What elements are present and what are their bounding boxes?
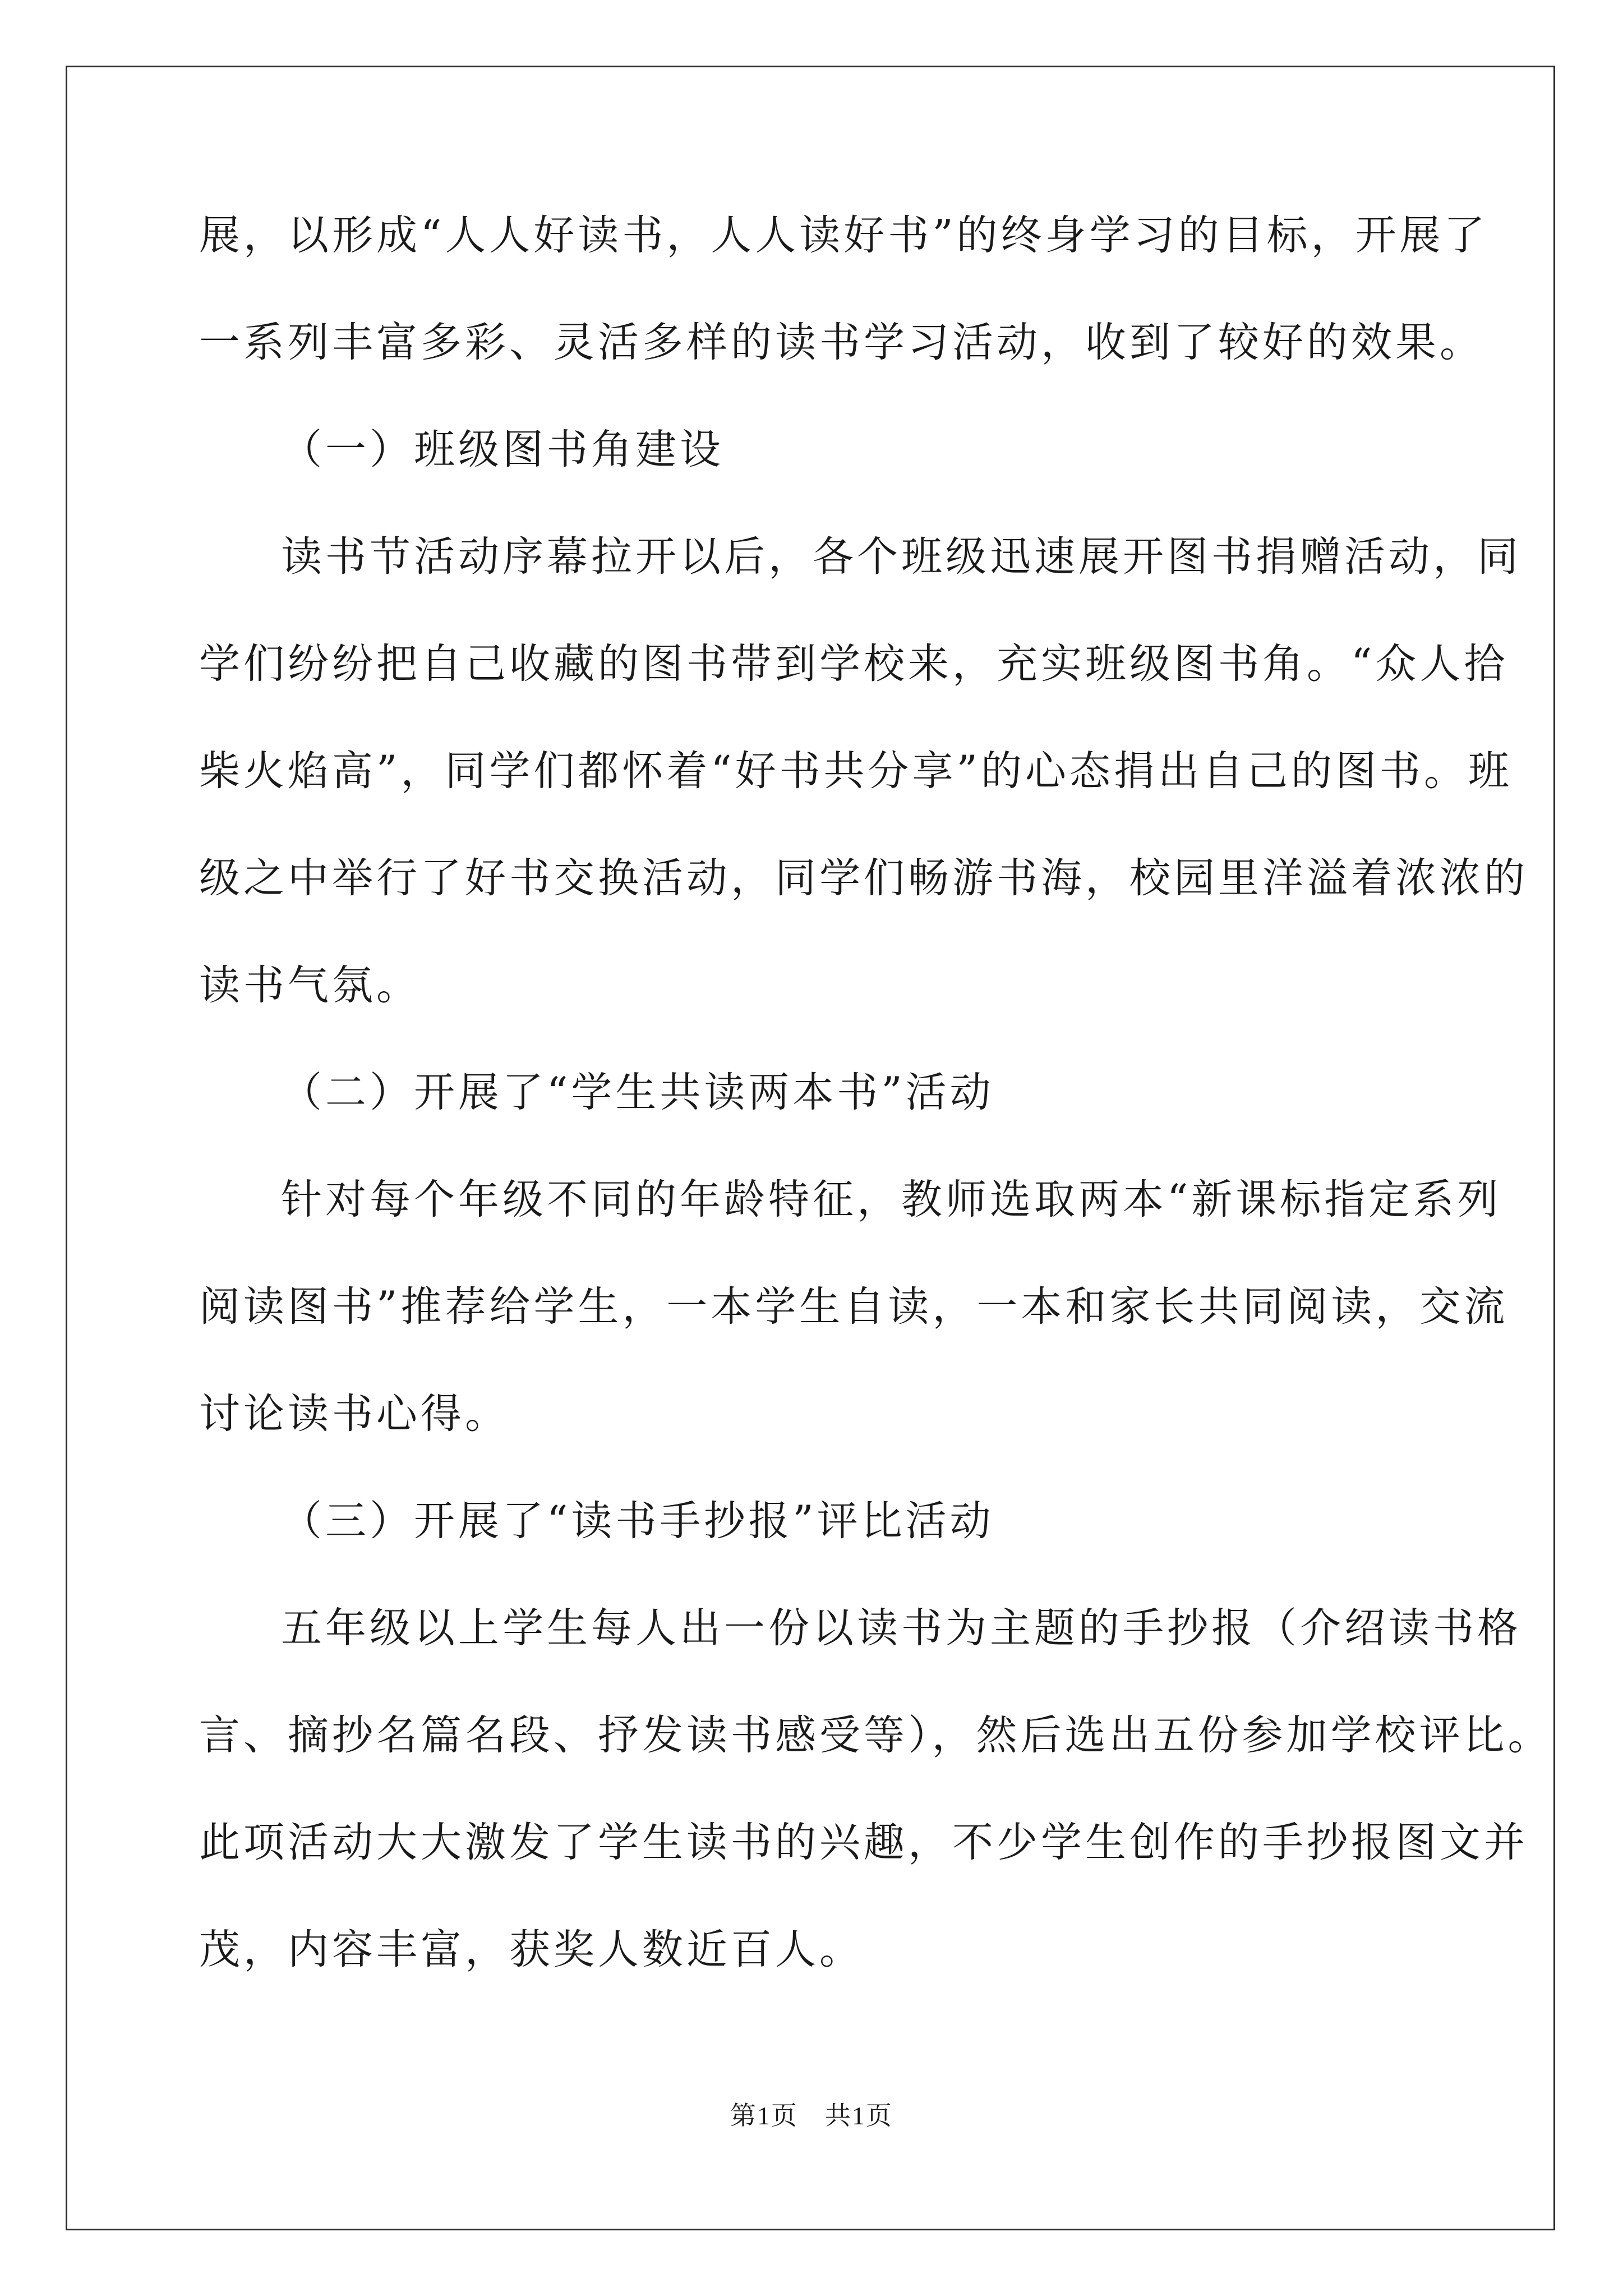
body-line: 针对每个年级不同的年龄特征，教师选取两本“新课标指定系列 [281, 1176, 1502, 1223]
section-heading: （一）班级图书角建设 [281, 426, 724, 473]
page-border [66, 66, 1555, 2230]
body-line: 茂，内容丰富，获奖人数近百人。 [199, 1926, 864, 1973]
section-heading: （三）开展了“读书手抄报”评比活动 [281, 1497, 994, 1545]
body-line: 此项活动大大激发了学生读书的兴趣，不少学生创作的手抄报图文并 [199, 1819, 1528, 1866]
section-heading: （二）开展了“学生共读两本书”活动 [281, 1069, 994, 1116]
body-line: 读书气氛。 [199, 961, 421, 1009]
body-line: 五年级以上学生每人出一份以读书为主题的手抄报（介绍读书格 [281, 1604, 1521, 1652]
body-line: 言、摘抄名篇名段、抒发读书感受等），然后选出五份参加学校评比。 [199, 1711, 1552, 1759]
body-line: 展，以形成“人人好读书，人人读好书”的终身学习的目标，开展了 [199, 211, 1488, 259]
page-number-footer: 第1页 共1页 [730, 2101, 893, 2130]
body-line: 一系列丰富多彩、灵活多样的读书学习活动，收到了较好的效果。 [199, 319, 1484, 366]
body-line: 柴火焰高”，同学们都怀着“好书共分享”的心态捐出自己的图书。班 [199, 747, 1513, 795]
body-line: 读书节活动序幕拉开以后，各个班级迅速展开图书捐赠活动，同 [281, 533, 1521, 581]
body-line: 讨论读书心得。 [199, 1390, 509, 1438]
body-line: 阅读图书”推荐给学生，一本学生自读，一本和家长共同阅读，交流 [199, 1283, 1509, 1331]
body-line: 学们纷纷把自己收藏的图书带到学校来，充实班级图书角。“众人拾 [199, 640, 1509, 688]
body-line: 级之中举行了好书交换活动，同学们畅游书海，校园里洋溢着浓浓的 [199, 854, 1528, 902]
